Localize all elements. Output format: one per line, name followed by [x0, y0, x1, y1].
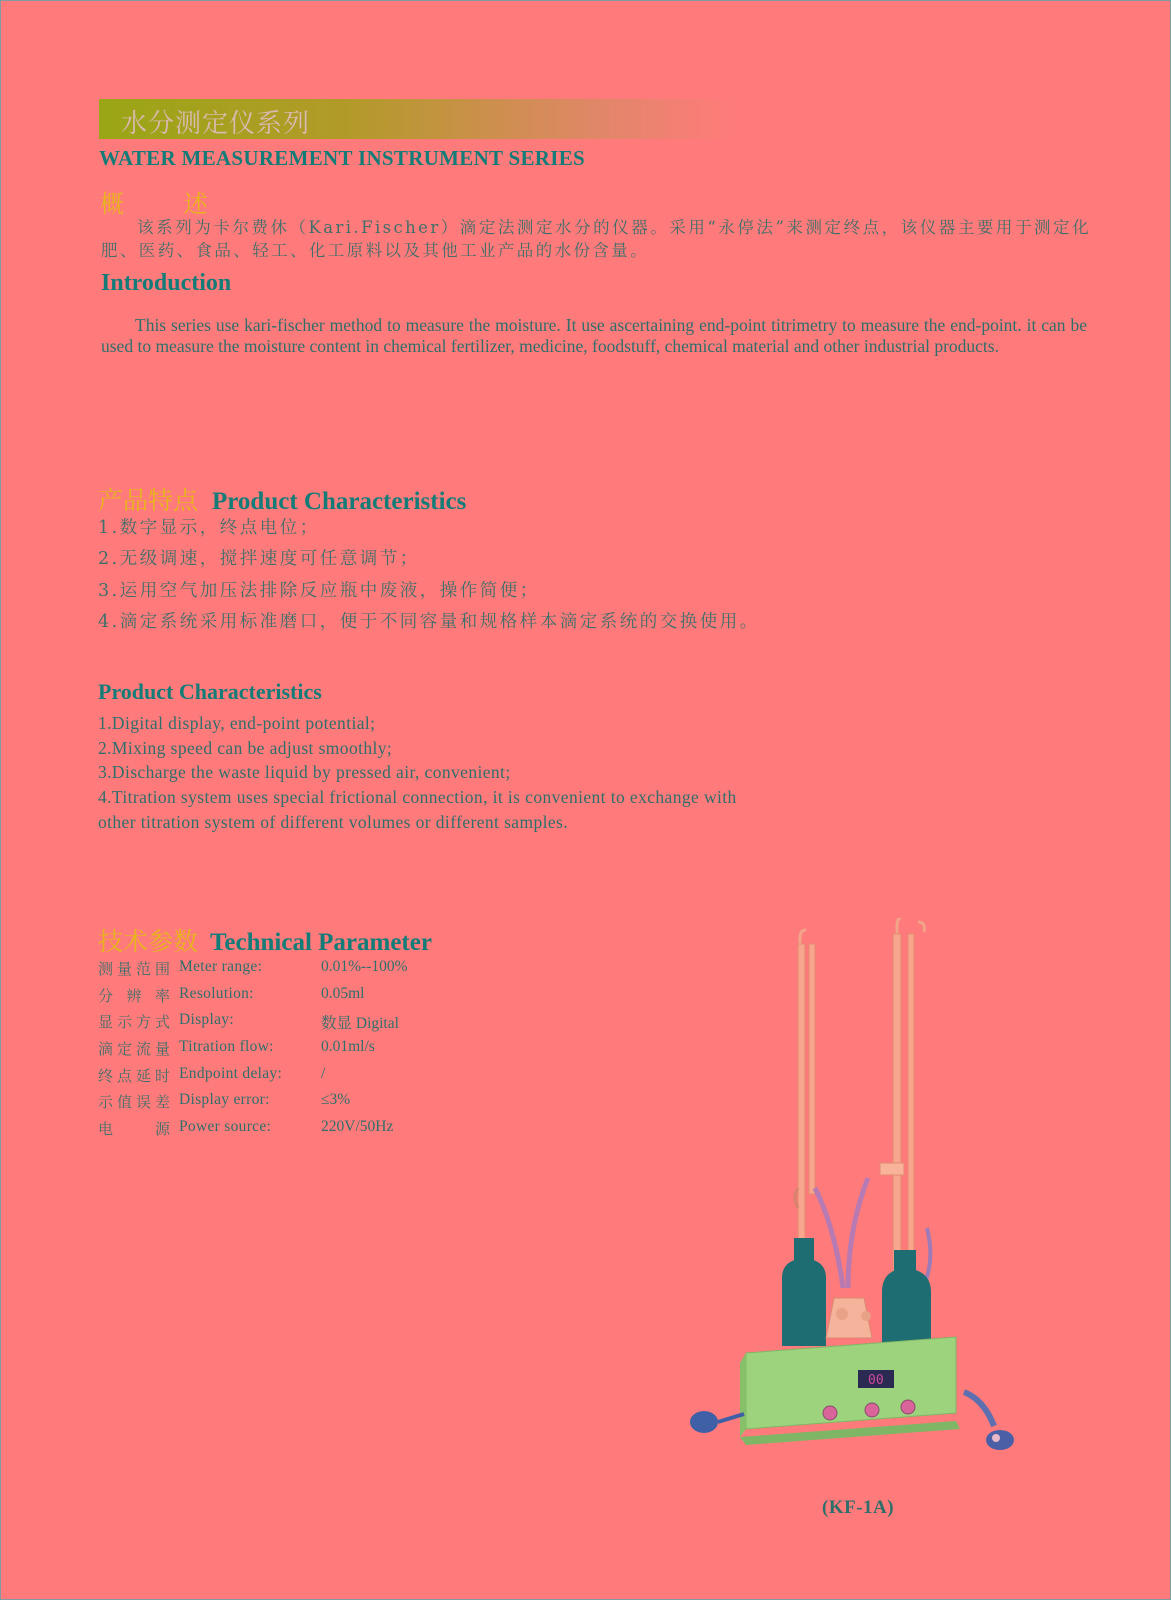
technical-heading-en: Technical Parameter [210, 929, 432, 956]
reagent-bottle-right [882, 1250, 931, 1350]
knob-icon [823, 1406, 837, 1420]
param-label-cn: 滴定流量 [98, 1040, 170, 1059]
param-label-cn: 电源 [98, 1120, 170, 1139]
burette-left [795, 930, 815, 1244]
overview-paragraph [101, 216, 1091, 262]
product-photo [682, 918, 1062, 1478]
series-banner [99, 99, 734, 139]
param-label-en: Power source: [179, 1118, 272, 1136]
param-label-cn: 显示方式 [98, 1013, 170, 1032]
list-item: 4.Titration system uses special frictional connection, it is convenient to exchange with [98, 787, 737, 808]
characteristics-cn-list [98, 514, 760, 639]
list-item: 3.运用空气加压法排除反应瓶中废液，操作简便； [98, 580, 540, 601]
technical-header [98, 922, 432, 958]
display-reading: 00 [868, 1373, 884, 1388]
param-label-cn: 分辨率 [98, 986, 170, 1005]
list-item: 1.Digital display, end-point potential; [98, 713, 376, 733]
list-item: 4.滴定系统采用标准磨口，便于不同容量和规格样本滴定系统的交换使用。 [98, 611, 760, 632]
series-title: WATER MEASUREMENT INSTRUMENT SERIES [99, 146, 586, 170]
list-item: 1.数字显示，终点电位； [98, 518, 320, 538]
characteristics-cn-header [98, 481, 466, 517]
technical-heading-cn: 技术参数 [98, 927, 199, 956]
power-cable [964, 1392, 1014, 1450]
list-item: other titration system of different volumes or different samples. [98, 811, 569, 832]
param-label-en: Display error: [179, 1091, 270, 1109]
param-value: 0.01%--100% [321, 958, 408, 975]
overview-heading: 概 述 [100, 190, 234, 218]
characteristics-en-list [98, 713, 737, 836]
param-value: 220V/50Hz [321, 1118, 394, 1136]
list-item: 2.Mixing speed can be adjust smoothly; [98, 737, 393, 758]
param-value: ≤3% [321, 1091, 351, 1109]
param-value: 0.01ml/s [321, 1038, 375, 1056]
param-label-en: Display: [179, 1011, 234, 1029]
param-label-en: Titration flow: [179, 1038, 274, 1056]
instrument-body [740, 1337, 960, 1445]
product-caption: (KF-1A) [822, 1497, 895, 1518]
introduction-paragraph [101, 315, 1087, 357]
characteristics-en-heading: Product Characteristics [98, 679, 322, 704]
param-label-cn: 测量范围 [98, 960, 170, 978]
introduction-text: This series use kari-fischer method to measure the moisture. It use ascertaining end-point titrimetry to measure the end-point. it can be used to measure the moisture content in chemical fertilizer, medicine, foodstuff, chemical material and other industrial products. [101, 315, 1087, 356]
introduction-heading: Introduction [101, 270, 232, 296]
param-label-cn: 示值误差 [98, 1093, 170, 1112]
param-label-cn: 终点延时 [98, 1066, 170, 1085]
banner-title-cn: 水分测定仪系列 [121, 109, 311, 139]
knob-icon [901, 1400, 915, 1414]
characteristics-heading-en: Product Characteristics [212, 488, 467, 515]
burette-right [880, 918, 924, 1274]
characteristics-heading-cn: 产品特点 [98, 486, 199, 515]
param-label-en: Endpoint delay: [179, 1064, 283, 1082]
list-item: 3.Discharge the waste liquid by pressed air, convenient; [98, 762, 511, 783]
param-value: / [321, 1064, 326, 1082]
knob-icon [865, 1403, 879, 1417]
overview-text: 该系列为卡尔费休（Kari.Fischer）滴定法测定水分的仪器。采用“永停法”来测定终点，该仪器主要用于测定化肥、医药、食品、轻工、化工原料以及其他工业产品的水份含量。 [101, 218, 1091, 260]
param-label-en: Meter range: [179, 958, 263, 975]
titration-vessel [826, 1298, 872, 1338]
param-label-en: Resolution: [179, 984, 254, 1002]
list-item: 2.无级调速，搅拌速度可任意调节； [98, 549, 420, 570]
reagent-bottle-left [782, 1238, 826, 1346]
param-value: 数显 Digital [321, 1015, 399, 1033]
param-value: 0.05ml [321, 984, 365, 1002]
pressure-bulb-left [690, 1411, 744, 1433]
